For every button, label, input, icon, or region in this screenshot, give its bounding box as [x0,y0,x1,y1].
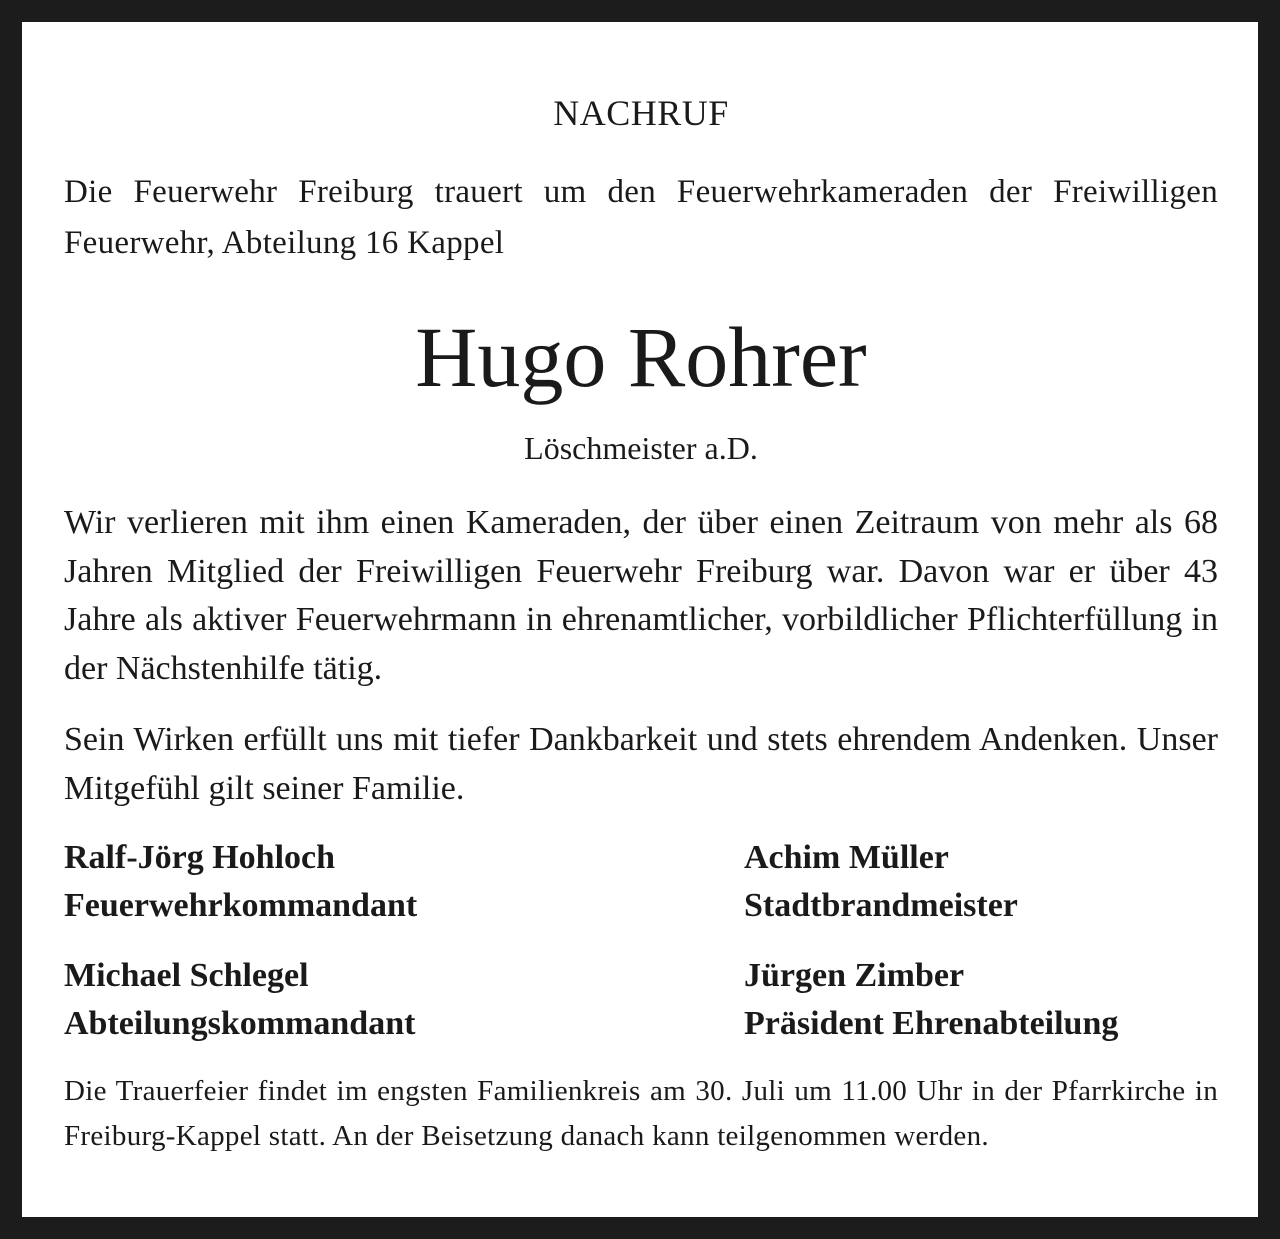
signer-title: Abteilungskommandant [64,1005,416,1042]
signer [64,834,417,930]
signer-name: Ralf-Jörg Hohloch [64,839,336,876]
tribute-paragraph: Wir verlieren mit ihm einen Kameraden, der über einen Zeitraum von mehr als 68 Jahren Mitglied der Freiwilligen Feuerwehr Freiburg war. Davon war er über 43 Jahre als aktiver Feuerwehrmann in ehrenamtlicher, vorbildlicher Pflichterfüllung in der Nächstenhilfe tätig. [64,504,1218,687]
signer-title: Präsident Ehrenabteilung [744,1005,1119,1042]
funeral-notice: Die Trauerfeier findet im engsten Familienkreis am 30. Juli um 11.00 Uhr in der Pfarrkirche in Freiburg-Kappel statt. An der Beisetzung danach kann teilgenommen werden. [64,1075,1218,1152]
signer-name: Jürgen Zimber [744,957,965,994]
signer-name: Achim Müller [744,839,949,876]
condolence-paragraph: Sein Wirken erfüllt uns mit tiefer Dankbarkeit und stets ehrendem Andenken. Unser Mitgefühl gilt seiner Familie. [64,721,1218,807]
signer [744,952,1118,1048]
signer-name: Michael Schlegel [64,957,309,994]
signer [64,952,415,1048]
obituary-heading: NACHRUF [553,93,729,133]
signer-title: Stadtbrandmeister [744,887,1018,924]
signer-title: Feuerwehrkommandant [64,887,418,924]
deceased-name: Hugo Rohrer [415,309,867,405]
deceased-rank: Löschmeister a.D. [524,430,758,466]
signer [744,834,1018,930]
intro-text: Die Feuerwehr Freiburg trauert um den Feuerwehrkameraden der Freiwilligen Feuerwehr, Abteilung 16 Kappel [64,174,1218,261]
